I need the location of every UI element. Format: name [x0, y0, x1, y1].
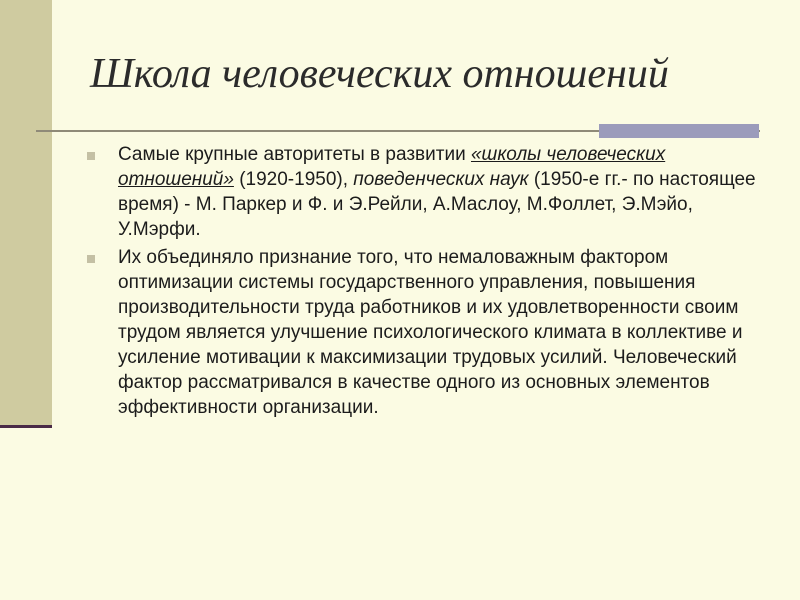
bullet-text: Их объединяло признание того, что немаловажным фактором оптимизации системы государственного управления, повышения производительности труда работников и их удовлетворенности своим трудом является улучшение психологического климата в коллективе и усиление мотивации к максимизации трудовых усилий. Человеческий фактор рассматривался в качестве одного из основных элементов эффективности организации.: [118, 247, 743, 418]
square-bullet-icon: [87, 152, 95, 160]
left-decorative-band: [0, 0, 52, 426]
school-of-human-relations-term: «школы человеческих отношений»: [118, 144, 666, 190]
title-divider-accent-block: [599, 124, 759, 138]
bullet-item: [85, 245, 765, 420]
slide-content-list: [85, 142, 765, 423]
left-band-underline: [0, 425, 52, 428]
bullet-item: [85, 142, 765, 242]
bullet-text: Самые крупные авторитеты в развитии «школы человеческих отношений» (1920-1950), поведенческих наук (1950-е гг.- по настоящее время) - М. Паркер и Ф. и Э.Рейли, А.Маслоу, М.Фоллет, Э.Мэйо, У.Мэрфи.: [118, 144, 756, 240]
behavioral-sciences-term: поведенческих наук: [353, 169, 529, 190]
slide-title: Школа человеческих отношений: [90, 51, 669, 97]
square-bullet-icon: [87, 255, 95, 263]
